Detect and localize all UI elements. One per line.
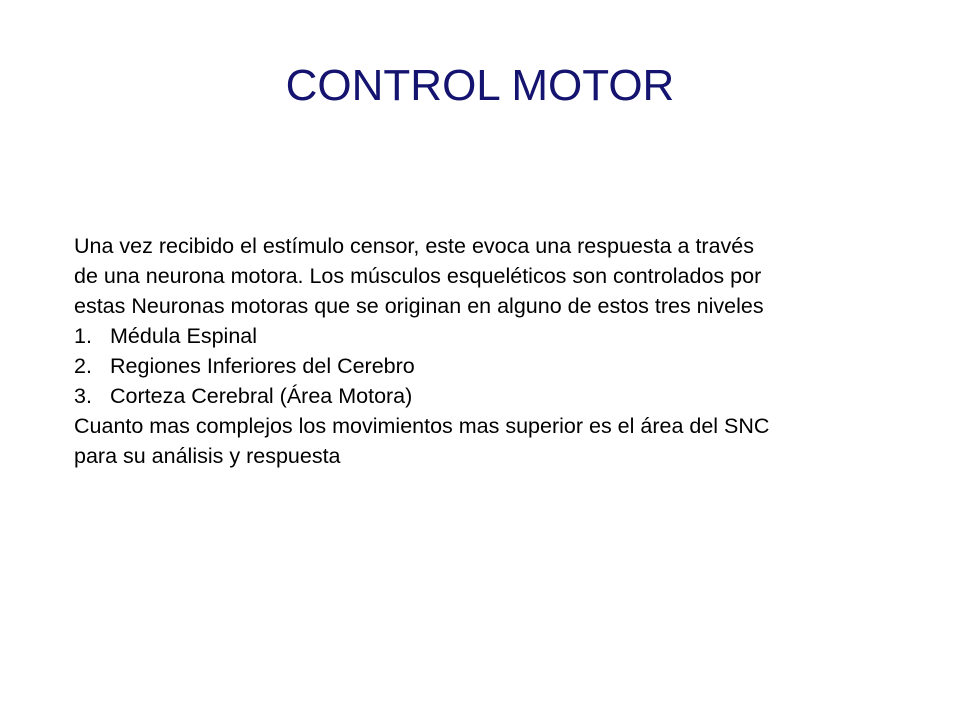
list-text: Corteza Cerebral (Área Motora) <box>110 384 413 408</box>
list-item <box>74 321 904 351</box>
body-paragraph: Una vez recibido el estímulo censor, este evoca una respuesta a través <box>74 234 755 258</box>
body-paragraph: de una neurona motora. Los músculos esqueléticos son controlados por <box>74 264 762 288</box>
list-item <box>74 381 904 411</box>
body-paragraph: para su análisis y respuesta <box>74 444 341 468</box>
slide-title: CONTROL MOTOR <box>285 61 675 110</box>
list-item <box>74 351 904 381</box>
body-paragraph: estas Neuronas motoras que se originan en alguno de estos tres niveles <box>74 294 764 318</box>
list-number: 2. <box>74 354 92 378</box>
body-paragraph: Cuanto mas complejos los movimientos mas superior es el área del SNC <box>74 414 770 438</box>
slide-body <box>74 231 904 471</box>
list-number: 3. <box>74 384 92 408</box>
list-number: 1. <box>74 324 92 348</box>
list-text: Regiones Inferiores del Cerebro <box>110 354 415 378</box>
list-text: Médula Espinal <box>110 324 258 348</box>
